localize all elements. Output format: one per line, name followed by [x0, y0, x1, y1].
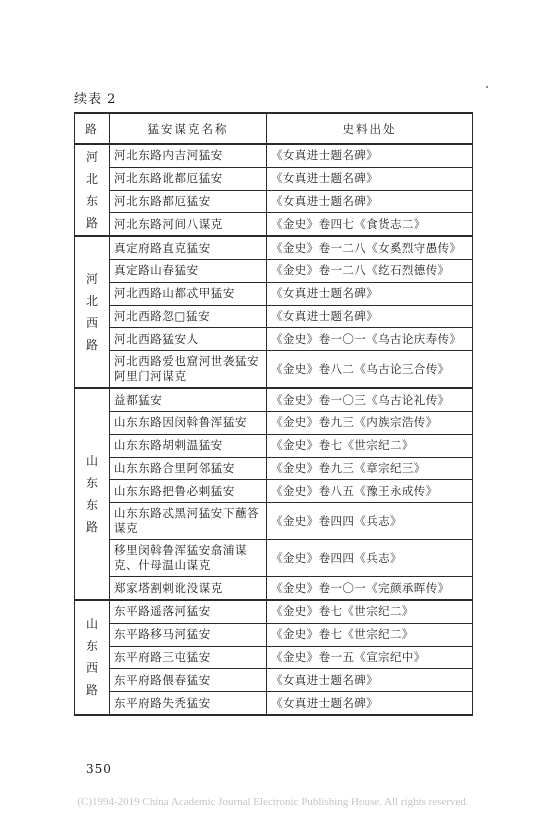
- table-row: [75, 213, 473, 236]
- header-name: 猛安谋克名称: [110, 113, 267, 144]
- source-cell: 《金史》卷一二八《纥石烈德传》: [267, 259, 473, 282]
- unit-name-cell: 河北西路山都忒甲猛安: [110, 282, 267, 305]
- road-cell: [75, 600, 110, 715]
- source-cell: 《女真进士题名碑》: [267, 669, 473, 692]
- header-road: 路: [75, 113, 110, 144]
- source-cell: 《金史》卷一〇一《乌古论庆寿传》: [267, 328, 473, 351]
- source-cell: 《金史》卷八二《乌古论三合传》: [267, 351, 473, 389]
- table-caption: 续表 2: [74, 92, 117, 107]
- table-row: [75, 328, 473, 351]
- source-cell: 《金史》卷九三《章宗纪三》: [267, 457, 473, 480]
- table-row: [75, 282, 473, 305]
- source-cell: 《金史》卷八五《豫王永成传》: [267, 480, 473, 503]
- source-cell: 《金史》卷四四《兵志》: [267, 503, 473, 540]
- unit-name-cell: 山东东路忒黑河猛安下蘸答谋克: [110, 503, 267, 540]
- table-row: [75, 388, 473, 411]
- meng-an-mouke-table: [74, 112, 473, 716]
- scan-speck: [486, 86, 488, 88]
- source-cell: 《女真进士题名碑》: [267, 190, 473, 213]
- unit-name-cell: 东平路遥落河猛安: [110, 600, 267, 623]
- table-row: [75, 236, 473, 259]
- table-row: [75, 600, 473, 623]
- table-body: [75, 144, 473, 715]
- unit-name-cell: 河北东路内吉河猛安: [110, 144, 267, 167]
- road-label: 河北东路: [86, 150, 99, 231]
- table-row: [75, 411, 473, 434]
- table-row: [75, 305, 473, 328]
- unit-name-cell: 山东东路胡剌温猛安: [110, 434, 267, 457]
- unit-name-cell: 东平路移马河猛安: [110, 623, 267, 646]
- unit-name-cell: 河北西路爱也窟河世袭猛安阿里门河谋克: [110, 351, 267, 389]
- road-cell: [75, 388, 110, 600]
- source-cell: 《金史》卷七《世宗纪二》: [267, 600, 473, 623]
- table-row: [75, 190, 473, 213]
- unit-name-cell: 移里闵斡鲁浑猛安翕浦谋克、什母温山谋克: [110, 540, 267, 577]
- table-row: [75, 259, 473, 282]
- table-row: [75, 457, 473, 480]
- copyright-footer: (C)1994-2019 China Academic Journal Electronic Publishing House. All rights reserved.: [77, 796, 469, 808]
- header-source: 史料出处: [267, 113, 473, 144]
- table-header-row: [75, 113, 473, 144]
- source-cell: 《女真进士题名碑》: [267, 305, 473, 328]
- source-cell: 《女真进士题名碑》: [267, 144, 473, 167]
- source-cell: 《金史》卷一五《宣宗纪中》: [267, 646, 473, 669]
- page-number: 350: [86, 762, 112, 776]
- unit-name-cell: 郑家塔割剌讹没谋克: [110, 577, 267, 600]
- table-row: [75, 167, 473, 190]
- unit-name-cell: 山东东路把鲁必剌猛安: [110, 480, 267, 503]
- table-row: [75, 540, 473, 577]
- road-label: 河北西路: [86, 272, 99, 353]
- source-cell: 《女真进士题名碑》: [267, 692, 473, 715]
- source-cell: 《女真进士题名碑》: [267, 282, 473, 305]
- unit-name-cell: 河北西路猛安人: [110, 328, 267, 351]
- source-cell: 《金史》卷一二八《女奚烈守愚传》: [267, 236, 473, 259]
- source-cell: 《女真进士题名碑》: [267, 167, 473, 190]
- unit-name-cell: 真定府路直克猛安: [110, 236, 267, 259]
- unit-name-cell: 山东东路因闵斡鲁浑猛安: [110, 411, 267, 434]
- table-row: [75, 144, 473, 167]
- table-row: [75, 669, 473, 692]
- table-row: [75, 351, 473, 389]
- table-row: [75, 503, 473, 540]
- source-cell: 《金史》卷九三《内族宗浩传》: [267, 411, 473, 434]
- unit-name-cell: 河北东路河间八谋克: [110, 213, 267, 236]
- unit-name-cell: 东平府路失秃猛安: [110, 692, 267, 715]
- road-cell: [75, 236, 110, 388]
- source-cell: 《金史》卷四四《兵志》: [267, 540, 473, 577]
- table-row: [75, 623, 473, 646]
- unit-name-cell: 东平府路三屯猛安: [110, 646, 267, 669]
- unit-name-cell: 河北东路讹都厄猛安: [110, 167, 267, 190]
- table-row: [75, 577, 473, 600]
- table-row: [75, 692, 473, 715]
- source-cell: 《金史》卷一〇三《乌古论礼传》: [267, 388, 473, 411]
- table-row: [75, 434, 473, 457]
- source-cell: 《金史》卷四七《食货志二》: [267, 213, 473, 236]
- unit-name-cell: 东平府路偎春猛安: [110, 669, 267, 692]
- road-cell: [75, 144, 110, 236]
- unit-name-cell: 河北西路忽□猛安: [110, 305, 267, 328]
- source-cell: 《金史》卷一〇一《完颜承晖传》: [267, 577, 473, 600]
- source-cell: 《金史》卷七《世宗纪二》: [267, 623, 473, 646]
- unit-name-cell: 真定路山春猛安: [110, 259, 267, 282]
- unit-name-cell: 益都猛安: [110, 388, 267, 411]
- unit-name-cell: 山东东路合里阿邻猛安: [110, 457, 267, 480]
- table-row: [75, 480, 473, 503]
- source-cell: 《金史》卷七《世宗纪二》: [267, 434, 473, 457]
- unit-name-cell: 河北东路都厄猛安: [110, 190, 267, 213]
- road-label: 山东西路: [86, 617, 99, 698]
- road-label: 山东东路: [86, 454, 99, 535]
- table-row: [75, 646, 473, 669]
